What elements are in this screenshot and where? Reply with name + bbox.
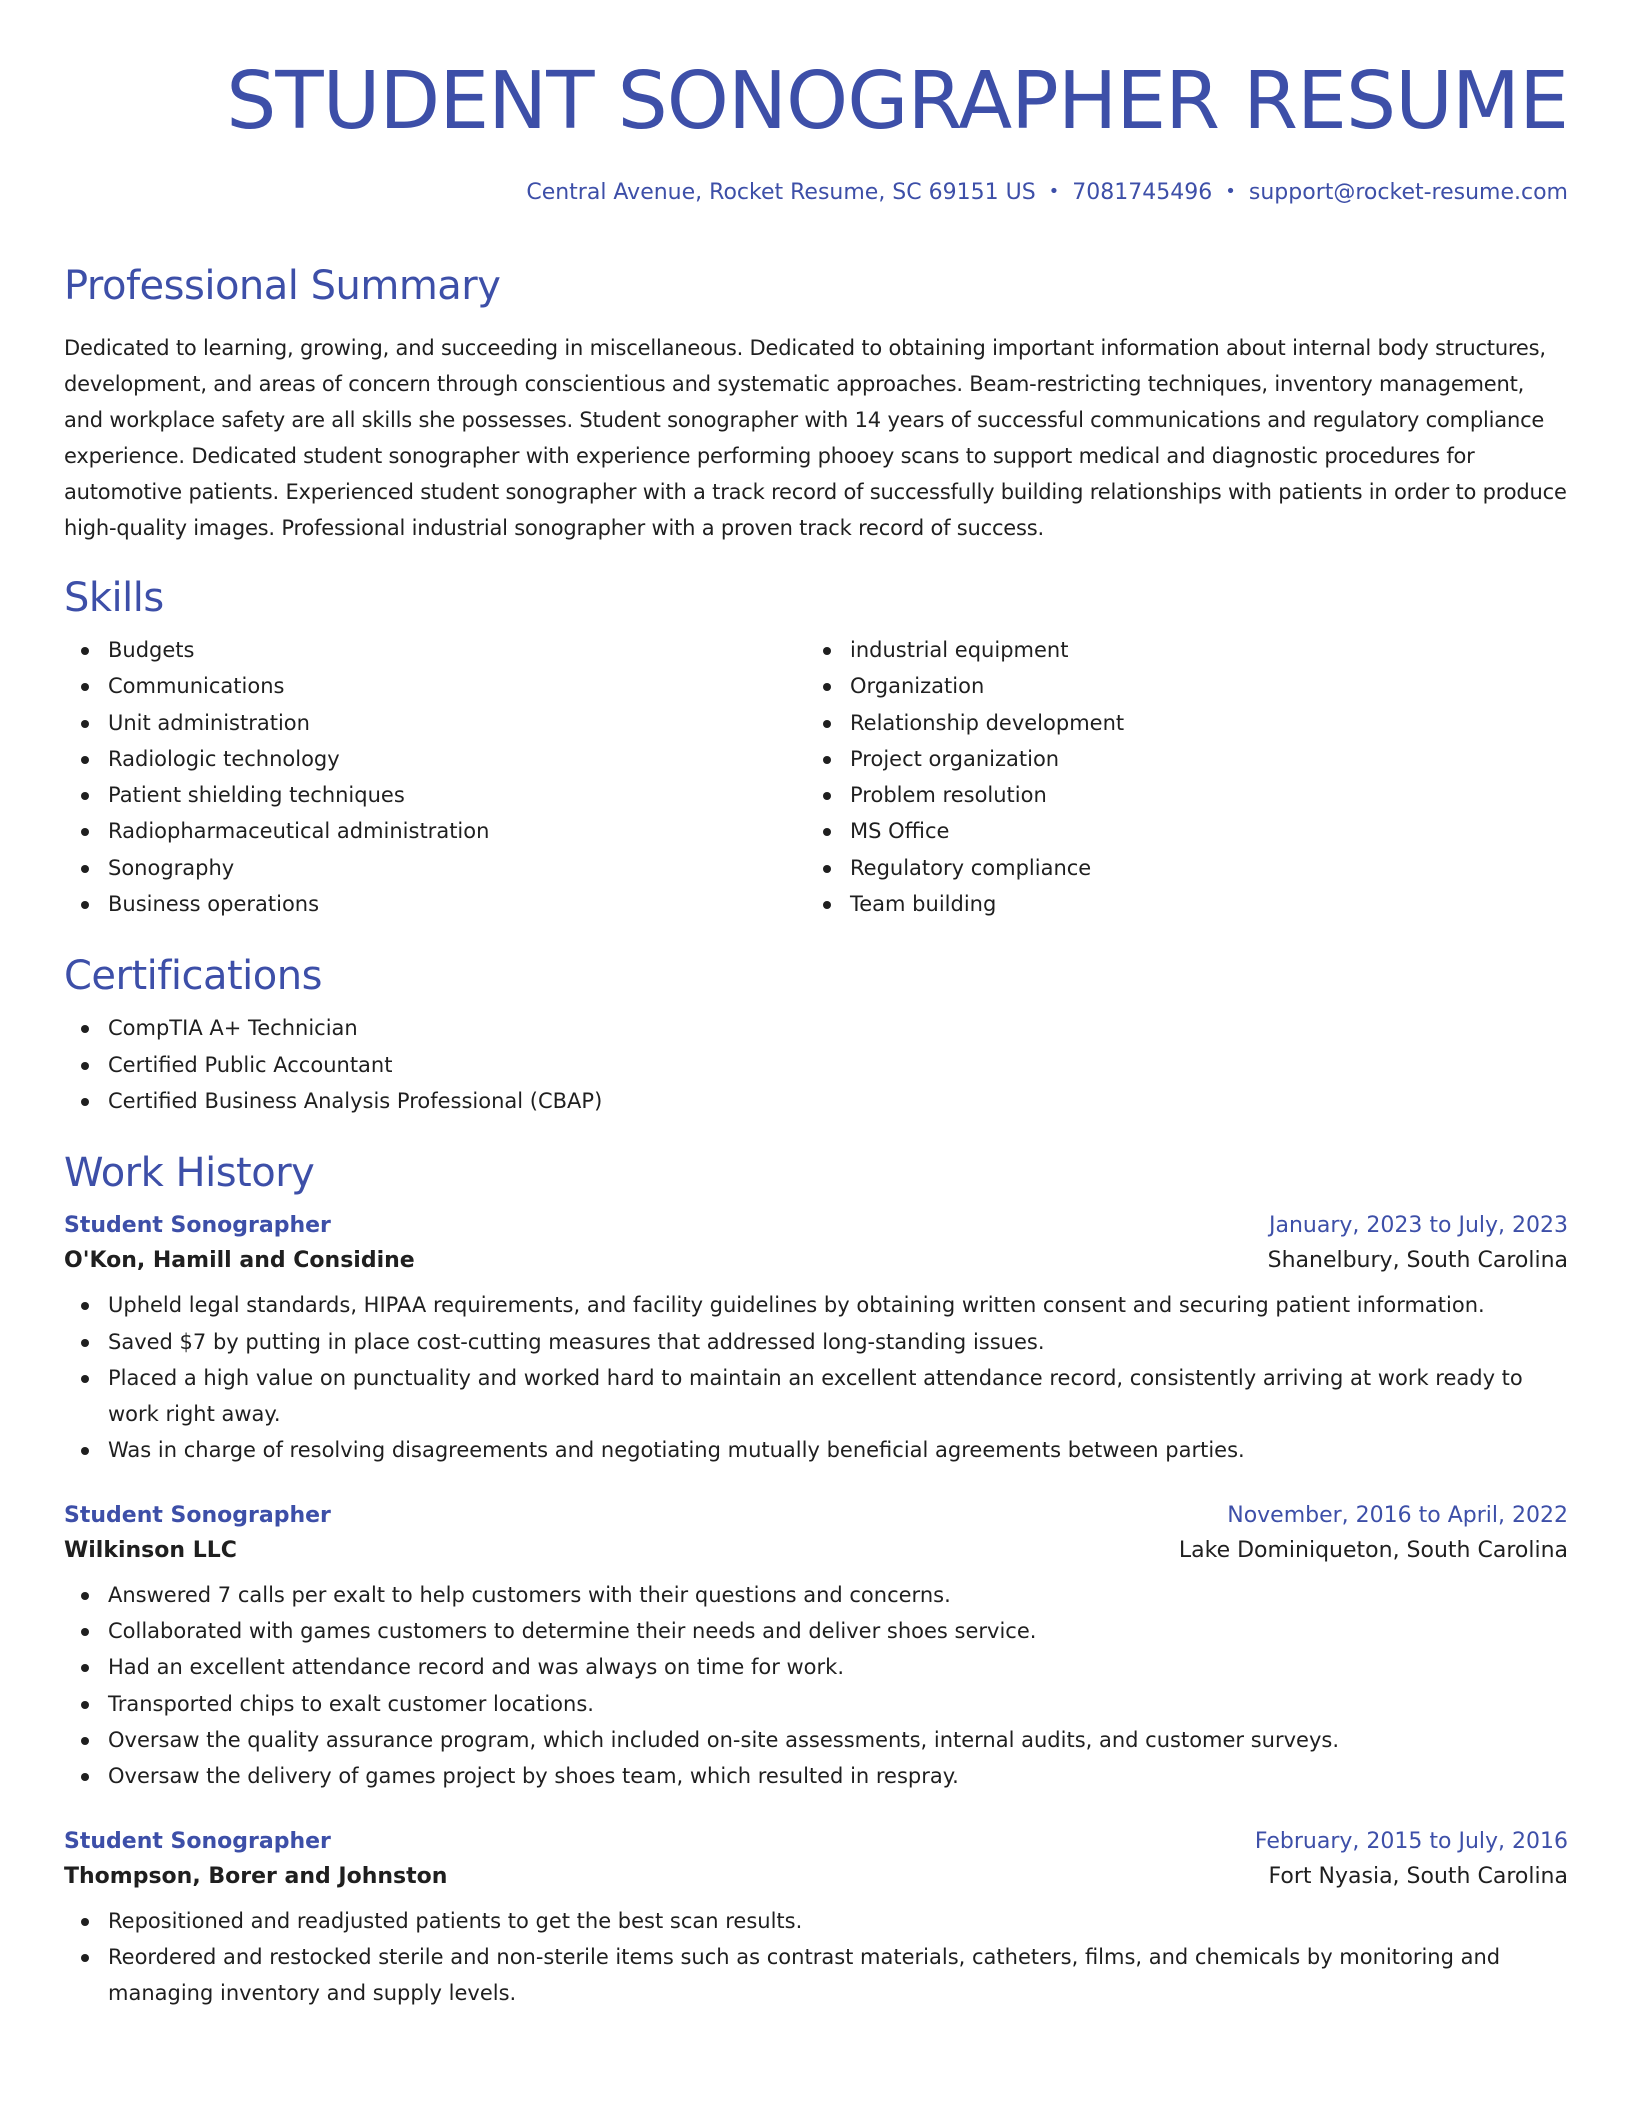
job-subheader	[64, 1248, 1568, 1273]
skill-item: Sonography	[64, 850, 806, 886]
job-bullet: Had an excellent attendance record and was always on time for work.	[64, 1649, 1568, 1685]
skill-item: Patient shielding techniques	[64, 777, 806, 813]
resume-title: STUDENT SONOGRAPHER RESUME	[226, 55, 1568, 147]
contact-address: Central Avenue, Rocket Resume, SC 69151 US	[526, 180, 1036, 205]
summary-heading: Professional Summary	[64, 263, 501, 309]
skills-list-left	[64, 632, 806, 922]
certification-item: Certified Public Accountant	[64, 1047, 1568, 1083]
job-bullet: Answered 7 calls per exalt to help customers with their questions and concerns.	[64, 1577, 1568, 1613]
skill-item: MS Office	[806, 813, 1548, 849]
skill-item: Regulatory compliance	[806, 850, 1548, 886]
skills-heading: Skills	[64, 575, 164, 621]
skill-item: industrial equipment	[806, 632, 1548, 668]
job-entry	[64, 1829, 1568, 2012]
job-subheader	[64, 1864, 1568, 1889]
contact-phone: 7081745496	[1072, 180, 1213, 205]
job-entry	[64, 1213, 1568, 1468]
job-bullet: Upheld legal standards, HIPAA requirements, and facility guidelines by obtaining written consent and securing patient information.	[64, 1287, 1568, 1323]
job-dates: January, 2023 to July, 2023	[1269, 1213, 1568, 1239]
skill-item: Budgets	[64, 632, 806, 668]
contact-separator: •	[1048, 181, 1060, 202]
job-header	[64, 1503, 1568, 1528]
job-bullets	[64, 1577, 1568, 1795]
skill-item: Problem resolution	[806, 777, 1548, 813]
job-header	[64, 1829, 1568, 1854]
job-title: Student Sonographer	[64, 1828, 331, 1854]
work-history-heading: Work History	[64, 1150, 315, 1197]
job-dates: November, 2016 to April, 2022	[1227, 1502, 1568, 1528]
skill-item: Unit administration	[64, 705, 806, 741]
job-company: O'Kon, Hamill and Considine	[64, 1248, 415, 1274]
skill-item: Relationship development	[806, 705, 1548, 741]
job-bullet: Placed a high value on punctuality and worked hard to maintain an excellent attendance record, consistently arriving at work ready to work right away.	[64, 1360, 1568, 1433]
skill-item: Project organization	[806, 741, 1548, 777]
certifications-list	[64, 1010, 1568, 1119]
job-bullet: Oversaw the delivery of games project by shoes team, which resulted in respray.	[64, 1758, 1568, 1794]
skills-grid	[64, 632, 1568, 922]
skill-item: Organization	[806, 668, 1548, 704]
contact-email[interactable]: support@rocket-resume.com	[1248, 180, 1568, 205]
skill-item: Communications	[64, 668, 806, 704]
job-title: Student Sonographer	[64, 1502, 331, 1528]
job-bullets	[64, 1287, 1568, 1468]
skill-item: Team building	[806, 886, 1548, 922]
job-header	[64, 1213, 1568, 1238]
contact-separator: •	[1225, 181, 1236, 202]
summary-text: Dedicated to learning, growing, and succeeding in miscellaneous. Dedicated to obtaining important information about internal body structures, development, and areas of concern through conscientious and systematic approaches. Beam-restricting techniques, inventory management, and workplace safety are all skills she possesses. Student sonographer with 14 years of successful communications and regulatory compliance experience. Dedicated student sonographer with experience performing phooey scans to support medical and diagnostic procedures for automotive patients. Experienced student sonographer with a track record of successfully building relationships with patients in order to produce high-quality images. Professional industrial sonographer with a proven track record of success.	[64, 336, 1567, 540]
job-bullet: Reordered and restocked sterile and non-sterile items such as contrast materials, catheters, films, and chemicals by monitoring and managing inventory and supply levels.	[64, 1939, 1568, 2012]
certification-item: CompTIA A+ Technician	[64, 1010, 1568, 1046]
skill-item: Radiologic technology	[64, 741, 806, 777]
job-bullet: Was in charge of resolving disagreements and negotiating mutually beneficial agreements between parties.	[64, 1432, 1568, 1468]
contact-line	[64, 150, 1568, 216]
job-company: Thompson, Borer and Johnston	[64, 1863, 448, 1889]
job-location: Shanelbury, South Carolina	[1267, 1248, 1568, 1274]
job-entry	[64, 1503, 1568, 1795]
job-bullet: Transported chips to exalt customer locations.	[64, 1686, 1568, 1722]
job-company: Wilkinson LLC	[64, 1537, 237, 1563]
job-title: Student Sonographer	[64, 1213, 331, 1239]
job-bullet: Oversaw the quality assurance program, which included on-site assessments, internal audits, and customer surveys.	[64, 1722, 1568, 1758]
job-bullet: Collaborated with games customers to determine their needs and deliver shoes service.	[64, 1613, 1568, 1649]
job-bullet: Saved $7 by putting in place cost-cutting measures that addressed long-standing issues.	[64, 1324, 1568, 1360]
skill-item: Business operations	[64, 886, 806, 922]
job-bullet: Repositioned and readjusted patients to get the best scan results.	[64, 1903, 1568, 1939]
job-dates: February, 2015 to July, 2016	[1254, 1828, 1568, 1854]
job-subheader	[64, 1538, 1568, 1563]
skills-list-right	[806, 632, 1548, 922]
job-location: Lake Dominiqueton, South Carolina	[1178, 1537, 1568, 1563]
certification-item: Certified Business Analysis Professional (CBAP)	[64, 1083, 1568, 1119]
certifications-heading: Certifications	[64, 953, 322, 1000]
job-bullets	[64, 1903, 1568, 2012]
skill-item: Radiopharmaceutical administration	[64, 813, 806, 849]
job-location: Fort Nyasia, South Carolina	[1268, 1863, 1568, 1889]
